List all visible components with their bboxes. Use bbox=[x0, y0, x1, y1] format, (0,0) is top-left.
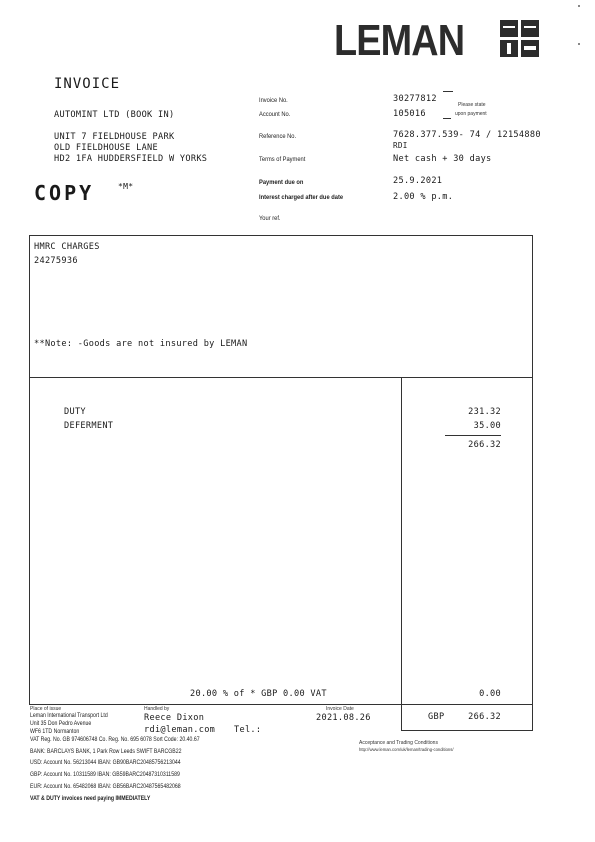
handler-email: rdi@leman.com bbox=[144, 725, 216, 735]
description-box bbox=[29, 235, 533, 378]
issuer-company: Leman International Transport Ltd bbox=[30, 712, 108, 719]
company-logo: LEMAN bbox=[334, 16, 465, 65]
items-bottom-line bbox=[29, 704, 533, 705]
your-ref-label: Your ref. bbox=[259, 215, 281, 222]
invoice-no-value: 30277812 bbox=[393, 94, 437, 104]
customer-address-line1: UNIT 7 FIELDHOUSE PARK bbox=[54, 132, 175, 142]
hole-mark-top bbox=[578, 5, 580, 7]
total-currency: GBP bbox=[428, 712, 445, 722]
reference-code: RDI bbox=[393, 141, 408, 150]
vat-line: 20.00 % of * GBP 0.00 VAT bbox=[190, 689, 327, 699]
please-state-line1: Please state bbox=[458, 102, 486, 108]
invoice-no-label: Invoice No. bbox=[259, 97, 288, 104]
vat-registration: VAT Reg. No. GB 974606748 Co. Reg. No. 695 6078 Sort Code: 20.40.67 bbox=[30, 736, 200, 743]
terms-label: Terms of Payment bbox=[259, 156, 306, 163]
terms-value: Net cash + 30 days bbox=[393, 154, 492, 164]
conditions-link[interactable]: http://www.leman.com/uk/leman/trading-conditions/ bbox=[359, 747, 454, 752]
invoice-date-label: Invoice Date bbox=[326, 706, 354, 712]
customer-address-line2: OLD FIELDHOUSE LANE bbox=[54, 143, 159, 153]
customer-address-line3: HD2 1FA HUDDERSFIELD W YORKS bbox=[54, 154, 208, 164]
account-no-dash bbox=[443, 118, 451, 119]
description-line2: 24275936 bbox=[34, 256, 78, 266]
total-row-bottom bbox=[401, 730, 533, 731]
account-no-label: Account No. bbox=[259, 111, 291, 118]
account-no-value: 105016 bbox=[393, 109, 426, 119]
bank-gbp-account: GBP: Account No. 10311589 IBAN: GB59BARC20487310311589 bbox=[30, 771, 180, 778]
copy-mark: *M* bbox=[118, 182, 134, 191]
conditions-title: Acceptance and Trading Conditions bbox=[359, 740, 438, 746]
item-amount-duty: 231.32 bbox=[468, 407, 501, 417]
issuer-address-line2: WF6 1TD Normanton bbox=[30, 728, 80, 735]
description-line1: HMRC CHARGES bbox=[34, 242, 100, 252]
vat-amount: 0.00 bbox=[479, 689, 501, 699]
total-row-right bbox=[532, 704, 533, 731]
payment-due-label: Payment due on bbox=[259, 179, 304, 186]
interest-label: Interest charged after due date bbox=[259, 194, 344, 201]
subtotal-rule bbox=[445, 435, 501, 436]
copy-stamp: COPY bbox=[34, 181, 95, 205]
hole-mark-side bbox=[578, 43, 580, 45]
invoice-no-dash bbox=[443, 91, 453, 92]
items-left-border bbox=[29, 378, 30, 705]
reference-no-label: Reference No. bbox=[259, 133, 297, 140]
total-amount: 266.32 bbox=[468, 712, 501, 722]
place-of-issue-label: Place of issue bbox=[30, 706, 62, 712]
bank-usd-account: USD: Account No. 56213044 IBAN: GB90BARC20485756213044 bbox=[30, 759, 181, 766]
handler-label: Handled by bbox=[144, 706, 170, 712]
items-right-border bbox=[532, 378, 533, 705]
invoice-date-value: 2021.08.26 bbox=[316, 713, 371, 723]
invoice-title: INVOICE bbox=[54, 76, 121, 92]
bank-eur-account: EUR: Account No. 65482068 IBAN: GB56BARC20487565482068 bbox=[30, 783, 181, 790]
subtotal-amount: 266.32 bbox=[468, 440, 501, 450]
bank-details: BANK: BARCLAYS BANK, 1 Park Row Leeds SWIFT BARCGB22 bbox=[30, 748, 182, 755]
item-label-duty: DUTY bbox=[64, 407, 86, 417]
logo-icon-blocks bbox=[500, 20, 540, 58]
item-amount-deferment: 35.00 bbox=[473, 421, 501, 431]
interest-value: 2.00 % p.m. bbox=[393, 192, 454, 202]
reference-no-value: 7628.377.539- 74 / 12154880 bbox=[393, 130, 541, 140]
vat-duty-note: VAT & DUTY invoices need paying IMMEDIATELY bbox=[30, 795, 151, 802]
payment-due-value: 25.9.2021 bbox=[393, 176, 443, 186]
handler-tel-label: Tel.: bbox=[234, 725, 262, 735]
insurance-note: **Note: -Goods are not insured by LEMAN bbox=[34, 339, 248, 349]
please-state-line2: upon payment bbox=[455, 111, 487, 117]
customer-name: AUTOMINT LTD (BOOK IN) bbox=[54, 110, 175, 120]
handler-name: Reece Dixon bbox=[144, 713, 205, 723]
item-label-deferment: DEFERMENT bbox=[64, 421, 114, 431]
issuer-address-line1: Unit 35 Don Pedro Avenue bbox=[30, 720, 92, 727]
amount-column-divider bbox=[401, 378, 402, 731]
